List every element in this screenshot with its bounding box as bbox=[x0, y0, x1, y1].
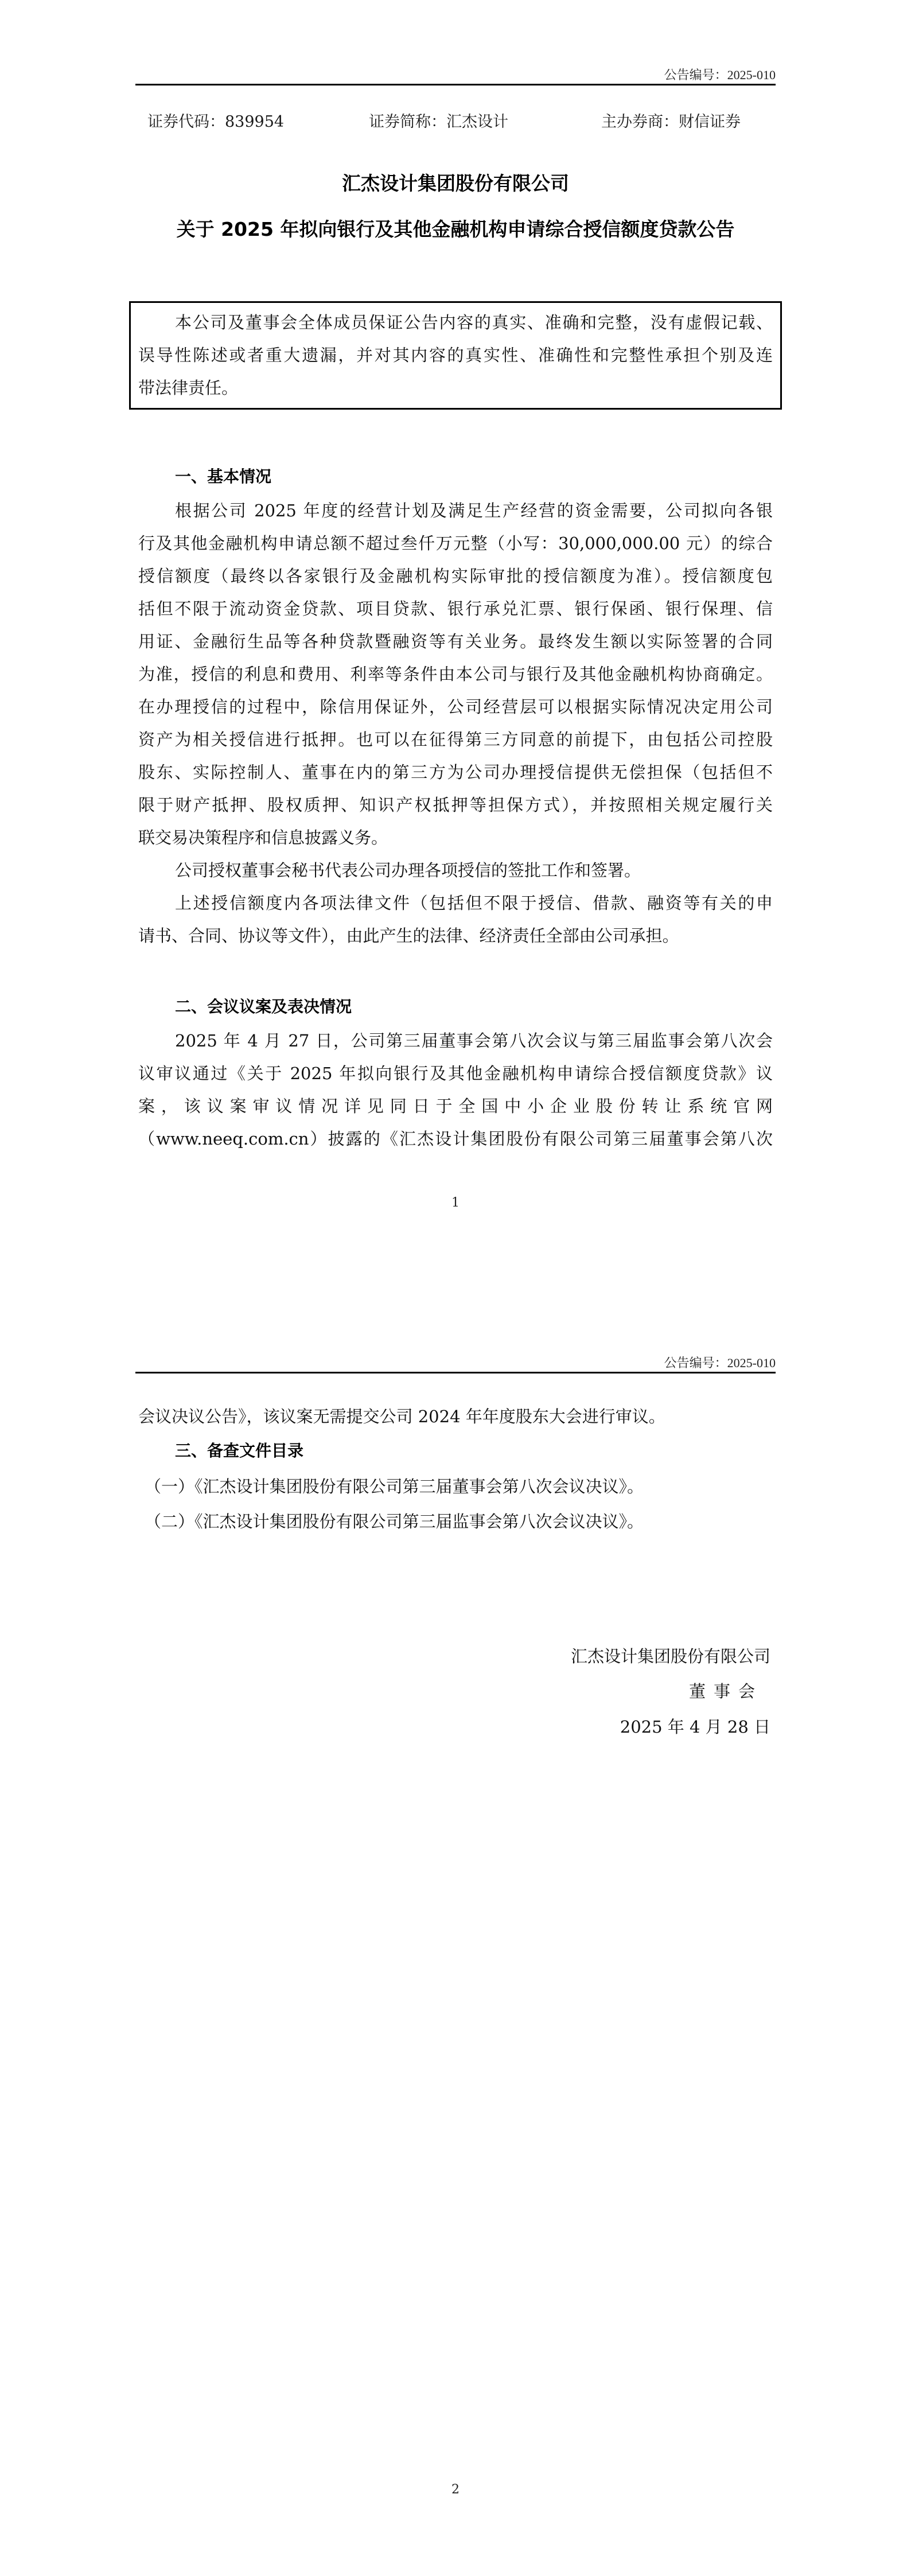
page-number: 2 bbox=[451, 2482, 460, 2497]
announcement-number: 公告编号：2025-010 bbox=[664, 1356, 776, 1370]
paragraph-line: 案，该议案审议情况详见同日于全国中小企业股份转让系统官网 bbox=[138, 1096, 773, 1116]
paragraph-line: 上述授信额度内各项法律文件（包括但不限于授信、借款、融资等有关的申 bbox=[175, 893, 773, 913]
paragraph-line: 会议决议公告》，该议案无需提交公司 2024 年年度股东大会进行审议。 bbox=[138, 1407, 665, 1426]
reference-doc-item: （二）《汇杰设计集团股份有限公司第三届监事会第八次会议决议》。 bbox=[145, 1512, 644, 1531]
paragraph-line: 括但不限于流动资金贷款、项目贷款、银行承兑汇票、银行保函、银行保理、信 bbox=[138, 599, 773, 618]
paragraph-line: （www.neeq.com.cn）披露的《汇杰设计集团股份有限公司第三届董事会第八次 bbox=[138, 1129, 773, 1149]
announcement-number: 公告编号：2025-010 bbox=[664, 68, 776, 82]
paragraph-line: 在办理授信的过程中，除信用保证外，公司经营层可以根据实际情况决定用公司 bbox=[138, 697, 773, 717]
statement-line: 带法律责任。 bbox=[138, 378, 239, 398]
company-title: 汇杰设计集团股份有限公司 bbox=[342, 172, 569, 194]
paragraph-line: 为准，授信的利息和费用、利率等条件由本公司与银行及其他金融机构协商确定。 bbox=[138, 664, 773, 684]
reference-doc-item: （一）《汇杰设计集团股份有限公司第三届董事会第八次会议决议》。 bbox=[145, 1477, 644, 1496]
paragraph-line: 资产为相关授信进行抵押。也可以在征得第三方同意的前提下，由包括公司控股 bbox=[138, 730, 773, 749]
header-rule bbox=[135, 84, 776, 85]
paragraph-line: 公司授权董事会秘书代表公司办理各项授信的签批工作和签署。 bbox=[175, 861, 641, 880]
paragraph-line: 联交易决策程序和信息披露义务。 bbox=[138, 828, 388, 847]
page-number: 1 bbox=[451, 1196, 460, 1210]
paragraph-line: 请书、合同、协议等文件），由此产生的法律、经济责任全部由公司承担。 bbox=[138, 926, 679, 945]
paragraph-line: 行及其他金融机构申请总额不超过叁仟万元整（小写：30,000,000.00 元）的综合 bbox=[138, 534, 773, 553]
announcement-title: 关于 2025 年拟向银行及其他金融机构申请综合授信额度贷款公告 bbox=[176, 218, 735, 240]
paragraph-line: 授信额度（最终以各家银行及金融机构实际审批的授信额度为准）。授信额度包 bbox=[138, 566, 773, 586]
signature-company: 汇杰设计集团股份有限公司 bbox=[570, 1647, 770, 1666]
paragraph-line: 限于财产抵押、股权质押、知识产权抵押等担保方式），并按照相关规定履行关 bbox=[138, 795, 773, 815]
section-heading-meeting: 二、会议议案及表决情况 bbox=[175, 997, 352, 1016]
header-rule bbox=[135, 1372, 776, 1373]
signature-board: 董事会 bbox=[688, 1682, 763, 1701]
section-heading-reference-docs: 三、备查文件目录 bbox=[175, 1441, 304, 1460]
statement-line: 本公司及董事会全体成员保证公告内容的真实、准确和完整，没有虚假记载、 bbox=[175, 313, 773, 332]
paragraph-line: 2025 年 4 月 27 日，公司第三届董事会第八次会议与第三届监事会第八次会 bbox=[175, 1031, 773, 1050]
sponsor-broker: 主办券商：财信证券 bbox=[601, 113, 741, 131]
paragraph-line: 根据公司 2025 年度的经营计划及满足生产经营的资金需要，公司拟向各银 bbox=[175, 501, 773, 520]
paragraph-line: 股东、实际控制人、董事在内的第三方为公司办理授信提供无偿担保（包括但不 bbox=[138, 762, 773, 782]
stock-abbreviation: 证券简称：汇杰设计 bbox=[369, 113, 508, 131]
section-heading-basic-info: 一、基本情况 bbox=[175, 467, 272, 486]
stock-code: 证券代码：839954 bbox=[147, 113, 285, 131]
signature-date: 2025 年 4 月 28 日 bbox=[620, 1717, 770, 1737]
paragraph-line: 用证、金融衍生品等各种贷款暨融资等有关业务。最终发生额以实际签署的合同 bbox=[138, 632, 773, 651]
paragraph-line: 议审议通过《关于 2025 年拟向银行及其他金融机构申请综合授信额度贷款》议 bbox=[138, 1064, 773, 1083]
statement-line: 误导性陈述或者重大遗漏，并对其内容的真实性、准确性和完整性承担个别及连 bbox=[138, 345, 773, 365]
